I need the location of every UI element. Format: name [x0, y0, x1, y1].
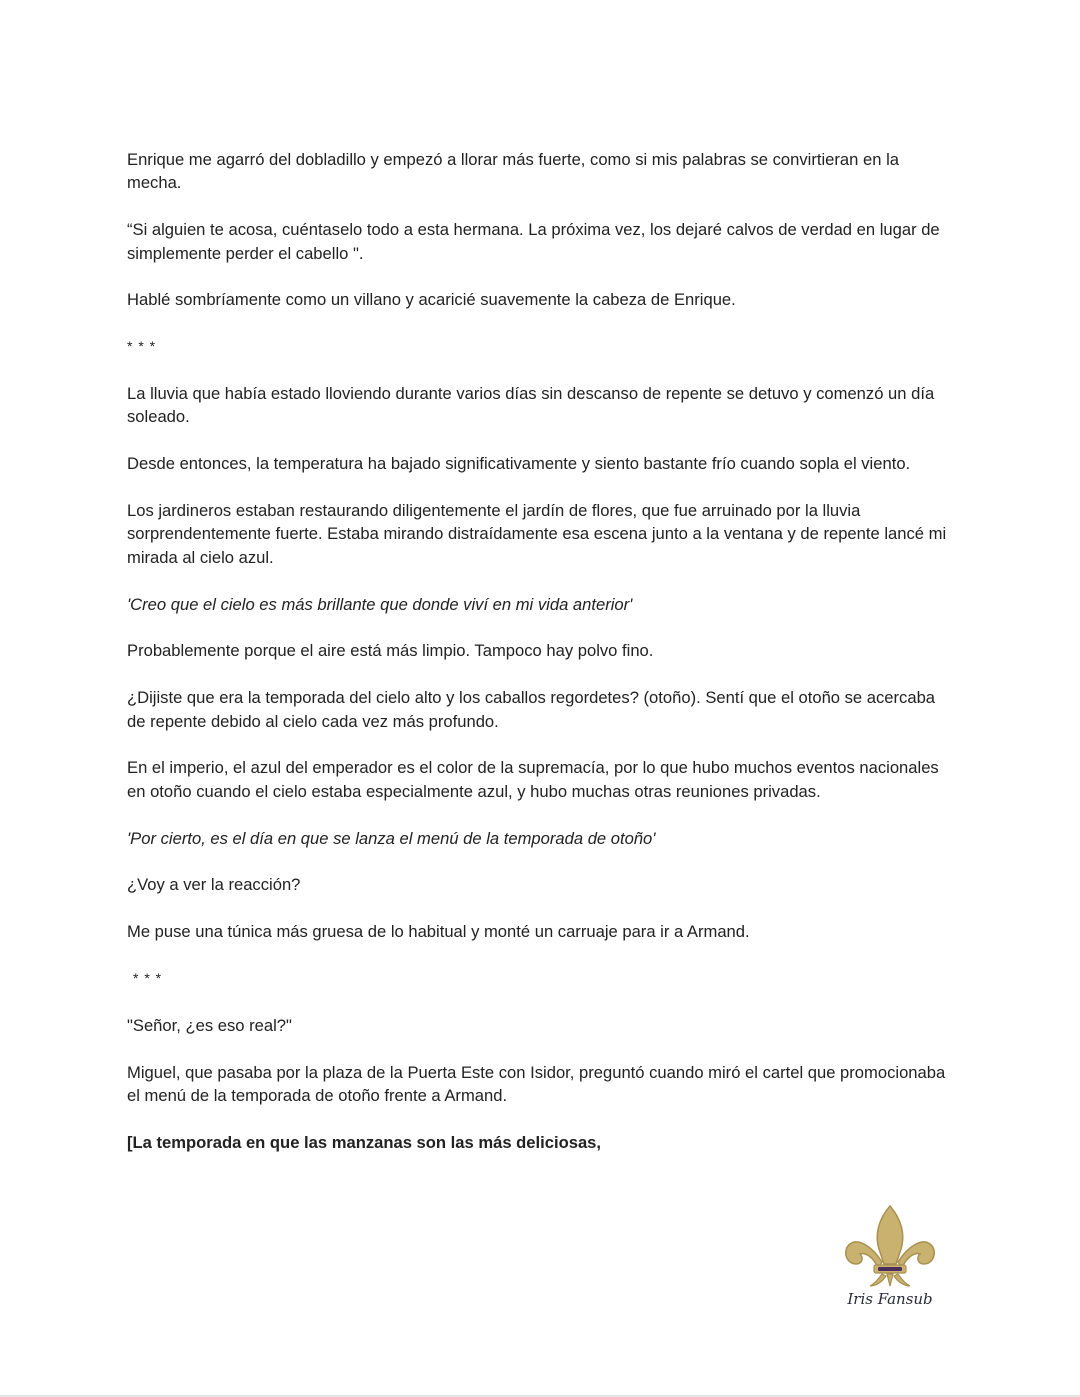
section-separator: * * * [127, 338, 157, 355]
watermark-text: Iris Fansub [847, 1290, 933, 1308]
thought-paragraph: 'Creo que el cielo es más brillante que donde viví en mi vida anterior' [127, 594, 633, 614]
thought-paragraph: 'Por cierto, es el día en que se lanza el menú de la temporada de otoño' [127, 828, 656, 848]
paragraph: Los jardineros estaban restaurando diligentemente el jardín de flores, que fue arruinado por la lluvia sorprendentemente fuerte. Estaba mirando distraídamente esa escena junto a la ventana y de repente lancé mi mirada al cielo azul. [127, 501, 947, 567]
paragraph: “Si alguien te acosa, cuéntaselo todo a esta hermana. La próxima vez, los dejaré calvos de verdad en lugar de simplemente perder el cabello ". [127, 220, 940, 263]
paragraph: Hablé sombríamente como un villano y acaricié suavemente la cabeza de Enrique. [127, 290, 736, 310]
document-body [127, 148, 947, 1178]
paragraph: La lluvia que había estado lloviendo durante varios días sin descanso de repente se detuvo y comenzó un día soleado. [127, 384, 935, 427]
paragraph: Me puse una túnica más gruesa de lo habitual y monté un carruaje para ir a Armand. [127, 922, 750, 942]
paragraph: Enrique me agarró del dobladillo y empezó a llorar más fuerte, como si mis palabras se convirtieran en la mecha. [127, 150, 899, 193]
section-separator: * * * [133, 970, 163, 986]
paragraph: Miguel, que pasaba por la plaza de la Puerta Este con Isidor, preguntó cuando miró el cartel que promocionaba el menú de la temporada de otoño frente a Armand. [127, 1062, 946, 1105]
paragraph: "Señor, ¿es eso real?" [127, 1015, 292, 1035]
fleur-de-lis-icon [838, 1202, 942, 1290]
paragraph: Desde entonces, la temperatura ha bajado significativamente y siento bastante frío cuando sopla el viento. [127, 454, 911, 474]
paragraph: ¿Voy a ver la reacción? [127, 875, 301, 895]
paragraph: En el imperio, el azul del emperador es el color de la supremacía, por lo que hubo muchos eventos nacionales en otoño cuando el cielo estaba especialmente azul, y hubo muchas otras reuniones privadas. [127, 758, 939, 801]
paragraph: ¿Dijiste que era la temporada del cielo alto y los caballos regordetes? (otoño). Sentí que el otoño se acercaba de repente debido al cielo cada vez más profundo. [127, 688, 936, 731]
paragraph: Probablemente porque el aire está más limpio. Tampoco hay polvo fino. [127, 641, 654, 661]
bold-paragraph: [La temporada en que las manzanas son las más deliciosas, [127, 1132, 602, 1152]
watermark-logo [838, 1202, 942, 1318]
